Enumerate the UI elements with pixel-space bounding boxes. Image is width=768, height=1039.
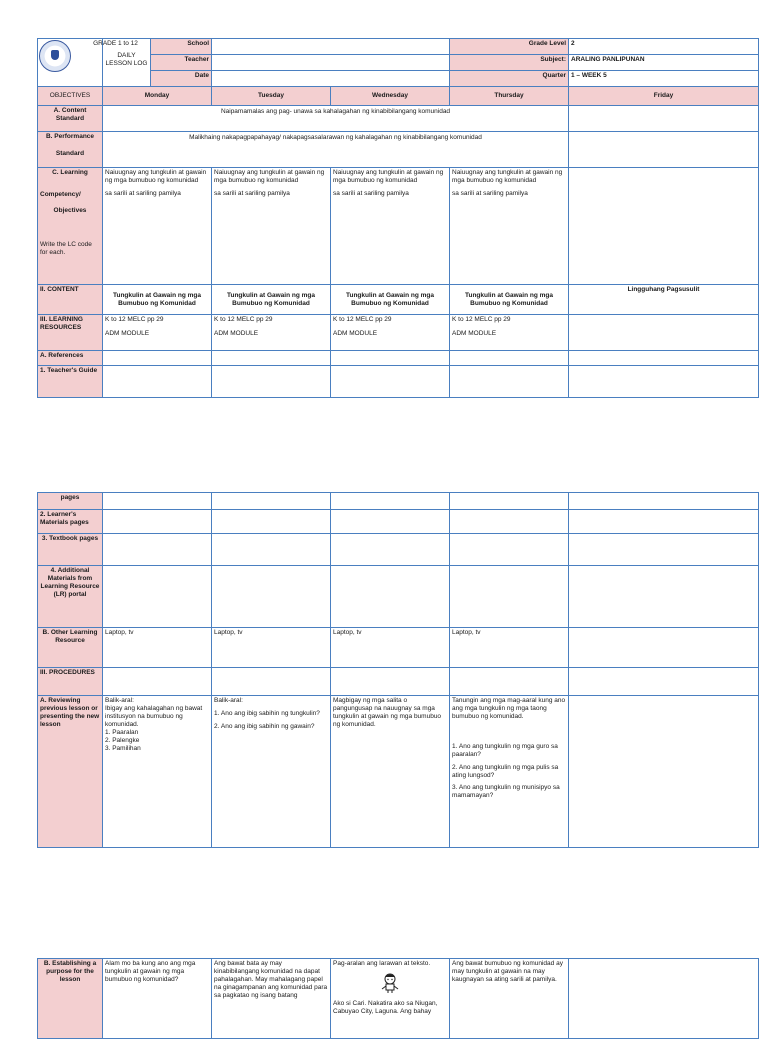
review-monday-heading: Balik-aral:: [105, 697, 134, 704]
teacher-value[interactable]: [212, 55, 450, 71]
pages-tuesday: [212, 493, 331, 510]
lc-wednesday-text: Naiuugnay ang tungkulin at gawain ng mga bumubuo ng komunidad: [333, 169, 444, 184]
lc-wednesday-text-2: sa sarili at sariling pamilya: [333, 189, 409, 197]
review-tuesday-q2: 2. Ano ang ibig sabihin ng gawain?: [214, 722, 315, 730]
textbook-label: 3. Textbook pages: [38, 534, 103, 566]
ref-friday: [569, 351, 759, 366]
establishing-label: B. Establishing a purpose for the lesson: [38, 959, 103, 1039]
content-friday: Lingguhang Pagsusulit: [569, 285, 759, 315]
subject-value[interactable]: ARALING PANLIPUNAN: [569, 55, 759, 71]
tb-friday: [569, 534, 759, 566]
tg-monday: [103, 366, 212, 398]
review-monday: [103, 696, 212, 848]
review-monday-item-1: 1. Paaralan: [105, 728, 139, 736]
content-thursday: Tungkulin at Gawain ng mga Bumubuo ng Komunidad: [450, 285, 569, 315]
quarter-value[interactable]: 1 – WEEK 5: [569, 71, 759, 87]
lm-thursday: [450, 510, 569, 534]
day-header-friday: Friday: [569, 87, 759, 106]
lr-monday-adm: ADM MODULE: [105, 329, 150, 337]
am-tuesday: [212, 566, 331, 628]
additional-materials-label: 4. Additional Materials from Learning Resource (LR) portal: [38, 566, 103, 628]
review-tuesday-heading: Balik-aral:: [214, 697, 243, 704]
proc-monday: [103, 668, 212, 696]
tb-wednesday: [331, 534, 450, 566]
pages-thursday: [450, 493, 569, 510]
school-label: School: [151, 39, 211, 55]
ref-wednesday: [331, 351, 450, 366]
content-tuesday: Tungkulin at Gawain ng mga Bumubuo ng Komunidad: [212, 285, 331, 315]
other-wednesday: Laptop, tv: [331, 628, 450, 668]
lc-monday-text: Naiuugnay ang tungkulin at gawain ng mga bumubuo ng komunidad: [105, 169, 207, 184]
references-label: A. References: [38, 351, 103, 366]
establish-wednesday-text: Ako si Cari. Nakatira ako sa Niugan, Cabuyao City, Laguna. Ang bahay: [333, 999, 438, 1015]
tg-friday: [569, 366, 759, 398]
establish-wednesday: [331, 959, 450, 1039]
other-tuesday: Laptop, tv: [212, 628, 331, 668]
establish-thursday: Ang bawat bumubuo ng komunidad ay may tungkulin at gawain na may kaugnayan sa ating sarili at pamilya.: [450, 959, 569, 1039]
tb-thursday: [450, 534, 569, 566]
subject-label: Subject:: [450, 55, 569, 71]
performance-label-line1: B. Performance: [45, 133, 95, 140]
performance-label-line2: Standard: [55, 149, 85, 157]
lm-friday: [569, 510, 759, 534]
tb-monday: [103, 534, 212, 566]
learning-competency-label: [38, 168, 103, 285]
pages-friday: [569, 493, 759, 510]
am-friday: [569, 566, 759, 628]
review-tuesday-q1: 1. Ano ang ibig sabihin ng tungkulin?: [214, 709, 320, 717]
lc-thursday-text-2: sa sarili at sariling pamilya: [452, 189, 528, 197]
review-thursday: [450, 696, 569, 848]
tg-tuesday: [212, 366, 331, 398]
lesson-table-3: [37, 958, 759, 1039]
day-header-thursday: Thursday: [450, 87, 569, 106]
establish-monday: Alam mo ba kung ano ang mga tungkulin at gawain ng mga bumubuo ng komunidad?: [103, 959, 212, 1039]
learning-resources-label: III. LEARNING RESOURCES: [38, 315, 103, 351]
pages-monday: [103, 493, 212, 510]
lr-tuesday: [212, 315, 331, 351]
tg-thursday: [450, 366, 569, 398]
teacher-label: Teacher: [151, 55, 211, 71]
seal-icon: [39, 40, 71, 72]
learners-materials-label: 2. Learner's Materials pages: [38, 510, 103, 534]
teachers-guide-label: 1. Teacher's Guide: [38, 366, 103, 398]
pages-wednesday: [331, 493, 450, 510]
daily-lesson-log-text: DAILY LESSON LOG: [105, 51, 148, 67]
review-thursday-q2: 2. Ano ang tungkulin ng mga pulis sa ating lungsod?: [452, 763, 559, 779]
lc-label-line3: Objectives: [53, 206, 87, 214]
review-thursday-intro: Tanungin ang mga mag-aaral kung ano ang mga tungkulin ng mga taong bumubuo ng komunidad.: [452, 697, 566, 720]
lr-wednesday-melc: K to 12 MELC pp 29: [333, 316, 392, 323]
date-value[interactable]: [212, 71, 450, 87]
review-wednesday: Magbigay ng mga salita o pangungusap na nauugnay sa mga tungkulin at gawain ng mga bumubuo ng komunidad.: [331, 696, 450, 848]
quarter-label: Quarter: [450, 71, 569, 87]
lc-thursday-text: Naiuugnay ang tungkulin at gawain ng mga bumubuo ng komunidad: [452, 169, 563, 184]
content-standard-label: A. Content Standard: [38, 106, 103, 132]
review-thursday-q3: 3. Ano ang tungkulin ng munisipyo sa mamamayan?: [452, 784, 560, 800]
content-monday: Tungkulin at Gawain ng mga Bumubuo ng Komunidad: [103, 285, 212, 315]
lr-thursday-adm: ADM MODULE: [452, 329, 497, 337]
lr-monday: [103, 315, 212, 351]
pages-label: pages: [38, 493, 103, 510]
content-wednesday: Tungkulin at Gawain ng mga Bumubuo ng Komunidad: [331, 285, 450, 315]
performance-standard-label: [38, 132, 103, 168]
lc-thursday: [450, 168, 569, 285]
proc-tuesday: [212, 668, 331, 696]
lc-monday: [103, 168, 212, 285]
lr-thursday-melc: K to 12 MELC pp 29: [452, 316, 511, 323]
lm-wednesday: [331, 510, 450, 534]
other-thursday: Laptop, tv: [450, 628, 569, 668]
lesson-table-1: [37, 38, 759, 398]
lc-tuesday: [212, 168, 331, 285]
lr-wednesday: [331, 315, 450, 351]
lm-monday: [103, 510, 212, 534]
reviewing-label: A. Reviewing previous lesson or presenting the new lesson: [38, 696, 103, 848]
procedures-label: III. PROCEDURES: [38, 668, 103, 696]
child-drawing-icon: [379, 972, 401, 994]
content-standard-friday: [569, 106, 759, 132]
proc-friday: [569, 668, 759, 696]
lr-monday-melc: K to 12 MELC pp 29: [105, 316, 164, 323]
grade-text: GRADE 1 to 12: [93, 40, 138, 47]
ref-monday: [103, 351, 212, 366]
objectives-header: OBJECTIVES: [38, 87, 103, 106]
review-monday-item-3: 3. Pamilihan: [105, 744, 141, 752]
lc-monday-text-2: sa sarili at sariling pamilya: [105, 189, 181, 197]
review-monday-text: Ibigay ang kahalagahan ng bawat institusyon na bumubuo ng komunidad.: [105, 704, 203, 728]
tg-wednesday: [331, 366, 450, 398]
lm-tuesday: [212, 510, 331, 534]
lc-label-line2: Competency/: [40, 190, 81, 198]
lr-thursday: [450, 315, 569, 351]
grade-title-block: [93, 39, 150, 86]
grade-level-value[interactable]: 2: [569, 39, 759, 55]
content-standard-text: Naipamamalas ang pag- unawa sa kahalagahan ng kinabibilangang komunidad: [103, 106, 569, 132]
lc-code-note: Write the LC code for each.: [40, 240, 92, 256]
am-monday: [103, 566, 212, 628]
day-header-monday: Monday: [103, 87, 212, 106]
am-wednesday: [331, 566, 450, 628]
other-resource-label: B. Other Learning Resource: [38, 628, 103, 668]
lc-wednesday: [331, 168, 450, 285]
other-monday: Laptop, tv: [103, 628, 212, 668]
lr-tuesday-adm: ADM MODULE: [214, 329, 259, 337]
tb-tuesday: [212, 534, 331, 566]
content-label: II. CONTENT: [38, 285, 103, 315]
performance-standard-friday: [569, 132, 759, 168]
review-friday: [569, 696, 759, 848]
establish-friday: [569, 959, 759, 1039]
performance-standard-text: Malikhaing nakapagpapahayag/ nakapagsasalarawan ng kahalagahan ng kinabibilangang komunidad: [103, 132, 569, 168]
other-friday: [569, 628, 759, 668]
school-value[interactable]: [212, 39, 450, 55]
proc-thursday: [450, 668, 569, 696]
ref-thursday: [450, 351, 569, 366]
review-thursday-q1: 1. Ano ang tungkulin ng mga guro sa paaralan?: [452, 742, 558, 758]
review-monday-item-2: 2. Palengke: [105, 736, 140, 744]
review-tuesday: [212, 696, 331, 848]
establish-tuesday: Ang bawat bata ay may kinabibilangang komunidad na dapat pahalagahan. May mahalagang papel na ginagampanan ang komunidad para sa pagkatao ng isang batang: [212, 959, 331, 1039]
date-label: Date: [151, 71, 211, 86]
establish-wednesday-instruction: Pag-aralan ang larawan at teksto.: [333, 960, 431, 967]
lr-wednesday-adm: ADM MODULE: [333, 329, 378, 337]
lc-tuesday-text: Naiuugnay ang tungkulin at gawain ng mga bumubuo ng komunidad: [214, 169, 325, 184]
grade-level-label: Grade Level: [450, 39, 569, 55]
field-labels: [150, 39, 211, 86]
day-header-wednesday: Wednesday: [331, 87, 450, 106]
lr-friday: [569, 315, 759, 351]
lesson-log-page-3: [37, 958, 758, 1024]
lc-label-line1: C. Learning: [52, 169, 88, 176]
lc-tuesday-text-2: sa sarili at sariling pamilya: [214, 189, 290, 197]
proc-wednesday: [331, 668, 450, 696]
lesson-log-page-2: [37, 492, 758, 848]
ref-tuesday: [212, 351, 331, 366]
lr-tuesday-melc: K to 12 MELC pp 29: [214, 316, 273, 323]
day-header-tuesday: Tuesday: [212, 87, 331, 106]
am-thursday: [450, 566, 569, 628]
lc-friday: [569, 168, 759, 285]
lesson-log-page-1-body: [37, 38, 758, 398]
lesson-table-2: [37, 492, 759, 848]
title-and-labels: [93, 39, 212, 87]
